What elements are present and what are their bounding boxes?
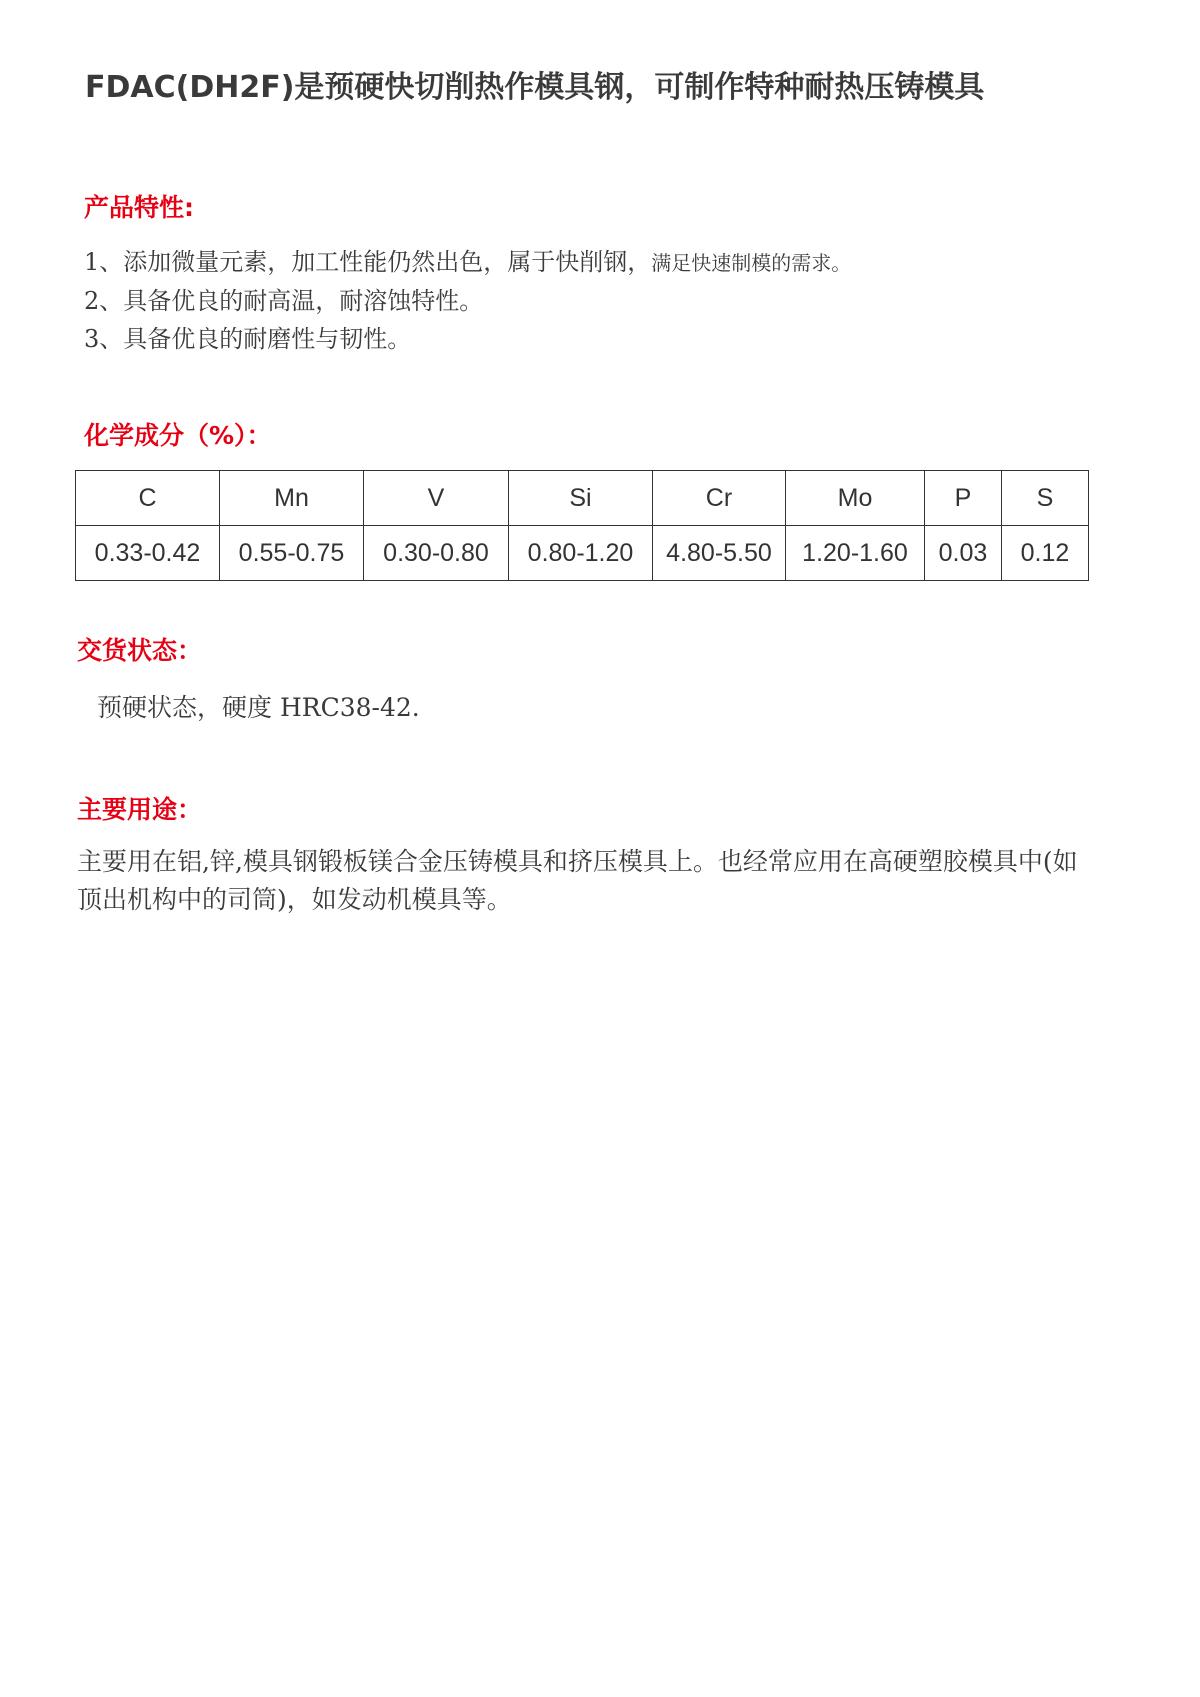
usage-text: 主要用在铝,锌,模具钢锻板镁合金压铸模具和挤压模具上。也经常应用在高硬塑胶模具中(如顶出机构中的司筒)，如发动机模具等。 — [77, 847, 1078, 914]
header-cell-s: S — [1002, 471, 1089, 526]
delivery-text: 预硬状态，硬度 HRC38-42. — [97, 693, 420, 722]
value-cell-v: 0.30-0.80 — [364, 526, 509, 581]
feature-item-1 — [84, 243, 851, 282]
value-cell-mn: 0.55-0.75 — [220, 526, 364, 581]
table-header-row — [76, 471, 1089, 526]
usage-heading: 主要用途： — [77, 795, 203, 824]
header-cell-c: C — [76, 471, 220, 526]
page-title: FDAC(DH2F)是预硬快切削热作模具钢，可制作特种耐热压铸模具 — [85, 70, 985, 105]
header-cell-p: P — [925, 471, 1002, 526]
features-list — [84, 243, 851, 358]
header-cell-mn: Mn — [220, 471, 364, 526]
table-row — [76, 526, 1089, 581]
value-cell-p: 0.03 — [925, 526, 1002, 581]
header-cell-v: V — [364, 471, 509, 526]
features-heading: 产品特性: — [84, 193, 194, 222]
header-cell-si: Si — [509, 471, 653, 526]
feature-item-2 — [84, 282, 851, 320]
feature-item-3 — [84, 320, 851, 358]
delivery-heading: 交货状态： — [77, 636, 203, 665]
composition-table — [75, 470, 1089, 581]
feature-tail: 满足快速制模的需求。 — [651, 251, 852, 275]
value-cell-cr: 4.80-5.50 — [653, 526, 786, 581]
composition-heading: 化学成分（%）： — [84, 421, 272, 450]
feature-text: 3、具备优良的耐磨性与韧性。 — [84, 325, 412, 353]
header-cell-cr: Cr — [653, 471, 786, 526]
header-cell-mo: Mo — [786, 471, 925, 526]
feature-text: 1、添加微量元素，加工性能仍然出色，属于快削钢， — [84, 248, 652, 276]
feature-text: 2、具备优良的耐高温，耐溶蚀特性。 — [84, 287, 484, 315]
value-cell-c: 0.33-0.42 — [76, 526, 220, 581]
value-cell-s: 0.12 — [1002, 526, 1089, 581]
value-cell-mo: 1.20-1.60 — [786, 526, 925, 581]
value-cell-si: 0.80-1.20 — [509, 526, 653, 581]
